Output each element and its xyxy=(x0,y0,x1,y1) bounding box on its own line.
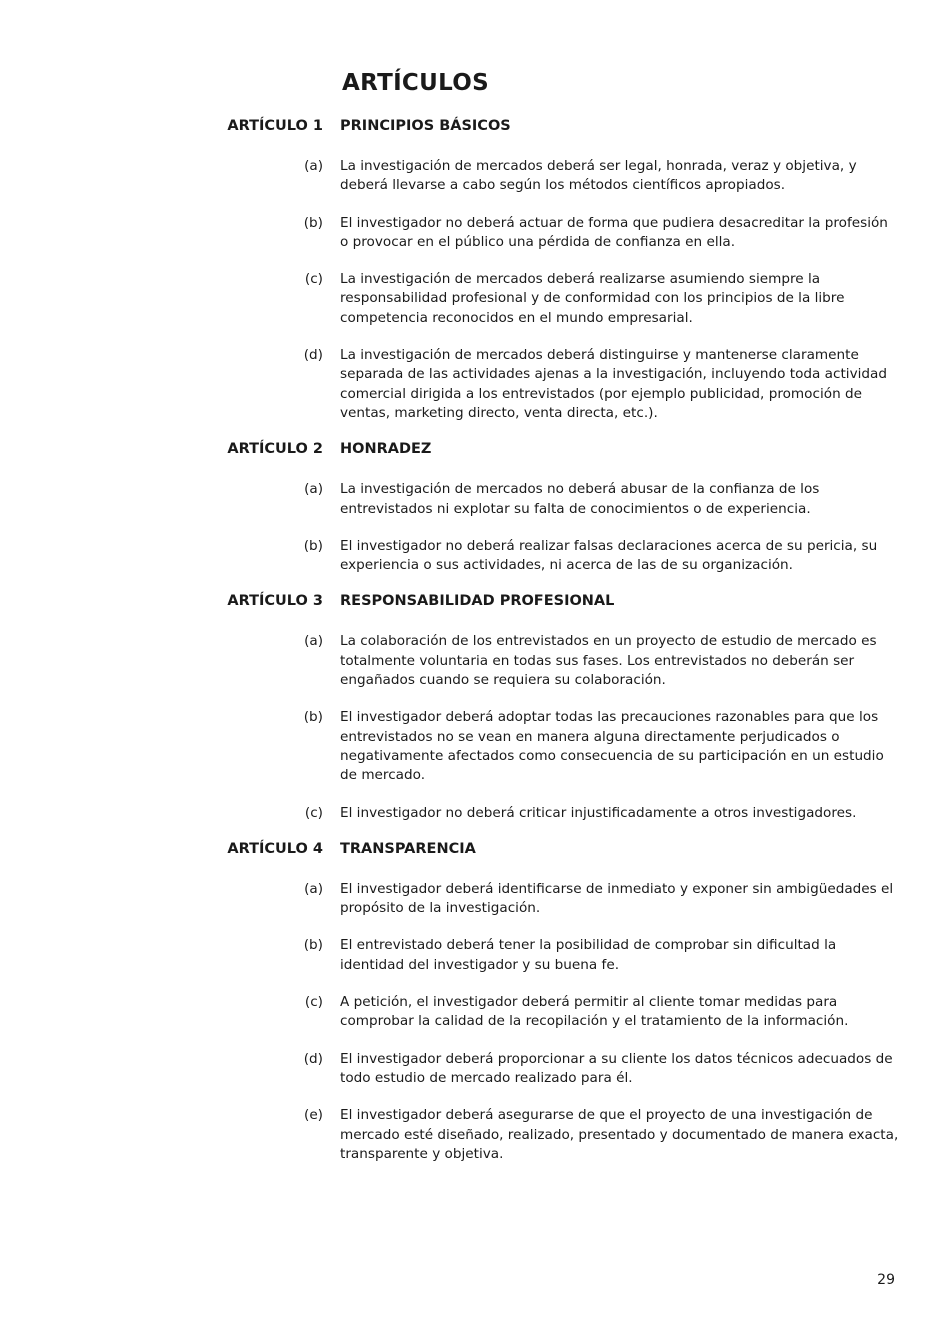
clause-text: El investigador no deberá realizar falsas declaraciones acerca de su pericia, su experiencia o sus actividades, ni acerca de las de su organización. xyxy=(340,537,878,574)
article-number: ARTÍCULO 4 xyxy=(227,840,323,857)
clause-text: El investigador no deberá criticar injustificadamente a otros investigadores. xyxy=(340,804,857,821)
clause-text: El investigador deberá proporcionar a su cliente los datos técnicos adecuados de todo estudio de mercado realizado para él. xyxy=(340,1050,893,1086)
clause-text: La investigación de mercados no deberá abusar de la confianza de los entrevistados ni explotar su falta de conocimientos o de experiencia. xyxy=(340,481,820,517)
article-1 xyxy=(0,118,950,423)
clause xyxy=(0,157,950,196)
clause xyxy=(0,936,950,975)
clause xyxy=(0,880,950,919)
article-number: ARTÍCULO 1 xyxy=(227,118,323,134)
clause-label: (b) xyxy=(303,709,323,726)
clause-label: (b) xyxy=(303,937,323,954)
article-title: TRANSPARENCIA xyxy=(340,840,476,857)
page-title: ARTÍCULOS xyxy=(342,70,489,96)
clause xyxy=(0,1050,950,1089)
clause-label: (a) xyxy=(304,880,323,897)
clause xyxy=(0,632,950,690)
clause-text: El investigador deberá asegurarse de que el proyecto de una investigación de mercado esté diseñado, realizado, presentado y documentado de manera exacta, transparente y objetiva. xyxy=(340,1107,899,1162)
clause-text: El investigador no deberá actuar de forma que pudiera desacreditar la profesión o provocar en el público una pérdida de confianza en ella. xyxy=(340,214,888,250)
article-header xyxy=(0,118,950,140)
clause-label: (c) xyxy=(304,271,323,288)
clause xyxy=(0,804,950,823)
page-number: 29 xyxy=(877,1272,895,1288)
clause-text: El entrevistado deberá tener la posibilidad de comprobar sin dificultad la identidad del investigador y su buena fe. xyxy=(340,937,837,973)
clause-label: (c) xyxy=(304,994,323,1011)
clause-label: (b) xyxy=(303,537,323,554)
clause-label: (a) xyxy=(304,633,323,650)
article-title: PRINCIPIOS BÁSICOS xyxy=(340,118,511,134)
clause-label: (d) xyxy=(303,1050,323,1067)
clause-text: El investigador deberá identificarse de inmediato y exponer sin ambigüedades el propósito de la investigación. xyxy=(340,880,894,917)
clause-text: La colaboración de los entrevistados en un proyecto de estudio de mercado es totalmente voluntaria en todas sus fases. Los entrevistados no deberán ser engañados cuando se requiera su colaboración. xyxy=(340,633,877,689)
article-number: ARTÍCULO 3 xyxy=(227,593,323,610)
clause xyxy=(0,270,950,328)
articles-list xyxy=(0,118,950,1182)
clause xyxy=(0,1106,950,1164)
clause-label: (d) xyxy=(303,347,323,364)
clause-text: La investigación de mercados deberá ser legal, honrada, veraz y objetiva, y deberá llevarse a cabo según los métodos científicos apropiados. xyxy=(340,158,857,194)
article-header xyxy=(0,441,950,463)
article-2 xyxy=(0,441,950,575)
clause xyxy=(0,480,950,519)
clause-text: La investigación de mercados deberá realizarse asumiendo siempre la responsabilidad profesional y de conformidad con los principios de la libre competencia reconocidos en el mundo empresarial. xyxy=(340,271,845,326)
article-4 xyxy=(0,841,950,1164)
article-header xyxy=(0,841,950,863)
clause-text: A petición, el investigador deberá permitir al cliente tomar medidas para comprobar la calidad de la recopilación y el tratamiento de la información. xyxy=(340,994,849,1030)
clause-label: (a) xyxy=(304,158,323,174)
clause-text: El investigador deberá adoptar todas las precauciones razonables para que los entrevistados no se vean en manera alguna directamente perjudicados o negativamente afectados como consecuencia de su participación en un estudio de mercado. xyxy=(340,709,884,784)
clause xyxy=(0,214,950,253)
clause-label: (c) xyxy=(304,804,323,821)
clause xyxy=(0,346,950,423)
article-title: RESPONSABILIDAD PROFESIONAL xyxy=(340,593,615,610)
clause xyxy=(0,993,950,1032)
clause-label: (a) xyxy=(304,481,323,498)
clause-text: La investigación de mercados deberá distinguirse y mantenerse claramente separada de las actividades ajenas a la investigación, incluyendo toda actividad comercial dirigida a los entrevistados (por ejemplo publicidad, promoción de ventas, marketing directo, venta directa, etc.). xyxy=(340,347,887,421)
clause xyxy=(0,708,950,785)
article-header xyxy=(0,593,950,615)
clause-label: (b) xyxy=(303,214,323,231)
article-number: ARTÍCULO 2 xyxy=(227,441,323,458)
clause-label: (e) xyxy=(304,1107,323,1124)
article-3 xyxy=(0,593,950,822)
article-title: HONRADEZ xyxy=(340,441,432,458)
clause xyxy=(0,537,950,576)
